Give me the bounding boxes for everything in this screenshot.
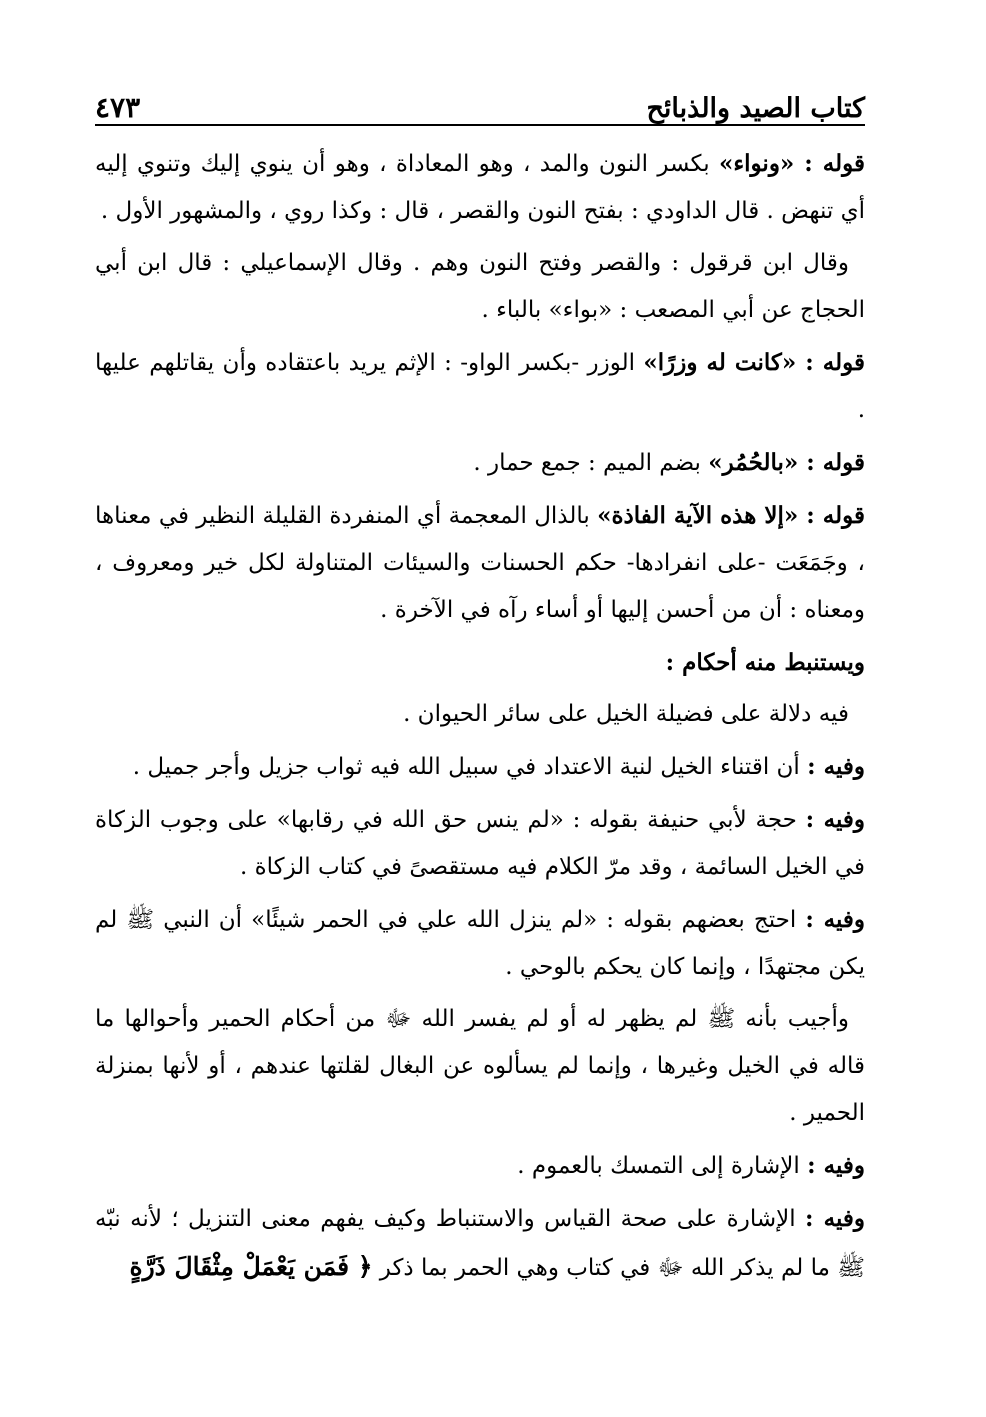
paragraph-text: بكسر النون والمد ، وهو المعاداة ، وهو أن ينوي إليك وتنوي إليه أي تنهض . قال الداودي : بفتح النون والقصر ، قال : وكذا روي ، والمشهور الأول .	[95, 151, 865, 224]
ruling-lead: وفيه :	[805, 906, 865, 933]
paragraph-text: بضم الميم : جمع حمار .	[473, 450, 709, 476]
paragraph-lead: قوله : «إلا هذه الآية الفاذة»	[597, 502, 866, 529]
paragraph	[95, 339, 865, 434]
ruling-lead: وفيه :	[805, 1205, 866, 1232]
ruling-lead: وفيه :	[805, 806, 866, 833]
ruling-text: فيه دلالة على فضيلة الخيل على سائر الحيوان .	[403, 701, 849, 727]
ruling-paragraph	[95, 1142, 865, 1190]
section-heading: ويستنبط منه أحكام :	[665, 649, 865, 676]
ruling-paragraph	[95, 996, 865, 1137]
paragraph	[95, 140, 865, 235]
ruling-paragraph	[95, 896, 865, 991]
ruling-text: الإشارة إلى التمسك بالعموم .	[517, 1153, 808, 1179]
paragraph-text: وقال ابن قرقول : والقصر وفتح النون وهم . وقال الإسماعيلي : قال ابن أبي الحجاج عن أبي المصعب : «بواء» بالباء .	[95, 250, 865, 323]
ruling-lead: وفيه :	[807, 1152, 865, 1179]
ruling-paragraph	[95, 796, 865, 891]
paragraph-lead: قوله : «كانت له وزرًا»	[643, 349, 865, 376]
paragraph-text: بالذال المعجمة أي المنفردة القليلة النظير في معناها ، وجَمَعَت -على انفرادها- حكم الحسنات والسيئات المتناولة لكل خير ومعروف ، ومعناه : أن من أحسن إليها أو أساء رآه في الآخرة .	[95, 503, 865, 623]
ruling-text: أن اقتناء الخيل لنية الاعتداد في سبيل الله فيه ثواب جزيل وأجر جميل .	[132, 754, 808, 780]
ruling-text: حجة لأبي حنيفة بقوله : «لم ينس حق الله في رقابها» على وجوب الزكاة في الخيل السائمة ، وقد مرّ الكلام فيه مستقصىً في كتاب الزكاة .	[95, 807, 865, 880]
ruling-text: وأجيب بأنه ﷺ لم يظهر له أو لم يفسر الله ﷻ من أحكام الحمير وأحوالها ما قاله في الخيل وغيرها ، وإنما لم يسألوه عن البغال لقلتها عندهم ، أو لأنها بمنزلة الحمير .	[95, 1006, 865, 1126]
book-page	[95, 82, 865, 1297]
paragraph-text: الوزر -بكسر الواو- : الإثم يريد باعتقاده وأن يقاتلهم عليها .	[95, 350, 865, 423]
paragraph	[95, 439, 865, 487]
ruling-paragraph	[95, 1195, 865, 1292]
ruling-paragraph	[95, 691, 865, 738]
paragraph	[95, 240, 865, 334]
running-header	[95, 82, 865, 126]
paragraph-lead: قوله : «بالحُمُر»	[708, 449, 865, 476]
quran-verse: ﴿ فَمَن يَعْمَلْ مِثْقَالَ ذَرَّةٍ	[129, 1252, 373, 1281]
page-body	[95, 140, 865, 1292]
paragraph	[95, 492, 865, 634]
page-number: ٤٧٣	[95, 91, 141, 124]
ruling-paragraph	[95, 743, 865, 791]
ruling-text: الإشارة على صحة القياس والاستنباط وكيف يفهم معنى التنزيل ؛ لأنه نبّه ﷺ ما لم يذكر الله ﷻ في كتاب وهي الحمر بما ذكر	[95, 1206, 865, 1281]
ruling-text: احتج بعضهم بقوله : «لم ينزل الله علي في الحمر شيئًا» أن النبي ﷺ لم يكن مجتهدًا ، وإنما كان يحكم بالوحي .	[95, 907, 865, 980]
paragraph-lead: قوله : «ونواء»	[718, 150, 865, 177]
ruling-lead: وفيه :	[807, 753, 865, 780]
book-title: كتاب الصيد والذبائح	[646, 93, 865, 124]
